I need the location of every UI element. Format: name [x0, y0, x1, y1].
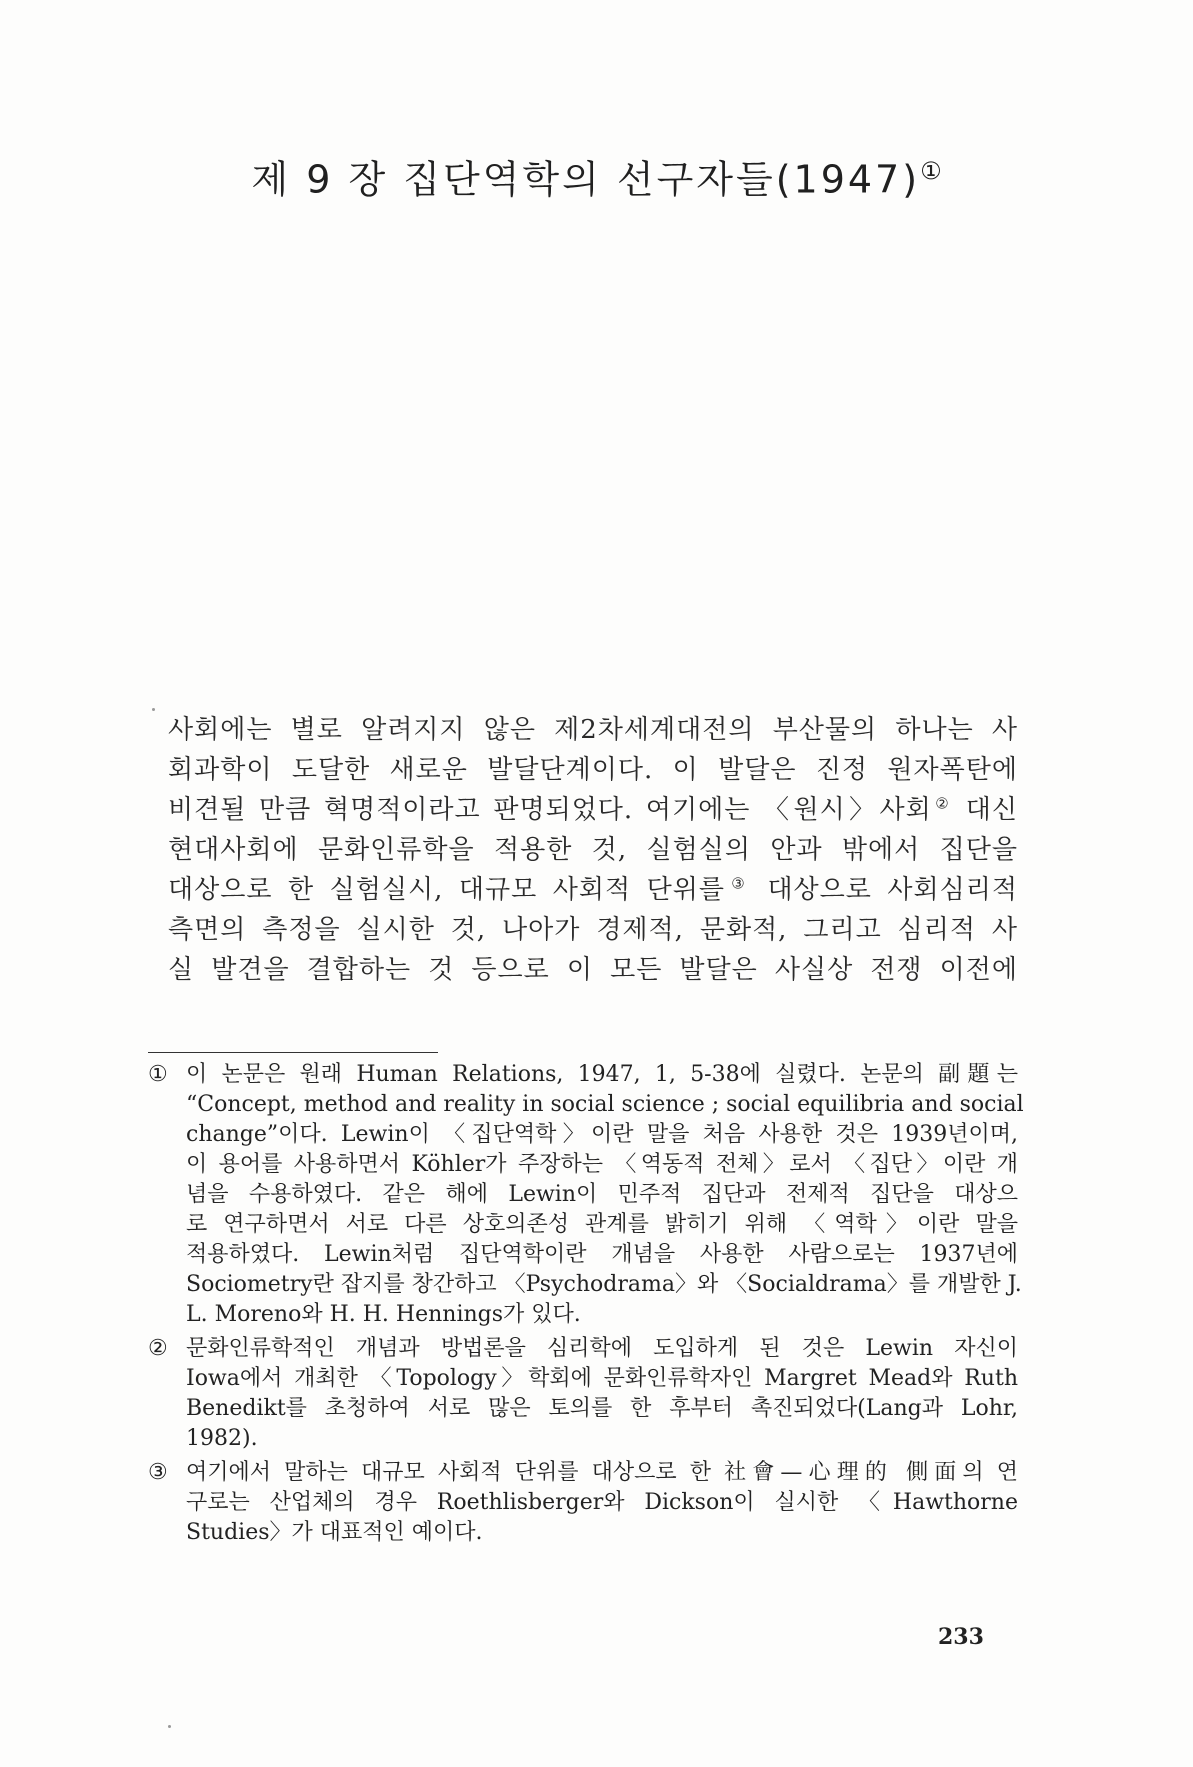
footnote-2-line: Iowa에서 개최한 〈Topology〉학회에 문화인류학자인 Margret Mead와 Ruth: [186, 1366, 1018, 1391]
footnote-divider: [148, 1052, 438, 1053]
chapter-title-text: 제 9 장 집단역학의 선구자들(1947): [251, 157, 921, 202]
footnote-1: [148, 1060, 1024, 1330]
footnote-1-line: change”이다. Lewin이 〈집단역학〉이란 말을 처음 사용한 것은 1939년이며,: [186, 1122, 1018, 1147]
footnote-1-line: “Concept, method and reality in social science ; social equilibria and social: [186, 1092, 1024, 1117]
scan-speck: [152, 708, 155, 711]
body-line-7: 실 발견을 결합하는 것 등으로 이 모든 발달은 사실상 전쟁 이전에: [168, 955, 1018, 985]
footnote-1-line: Sociometry란 잡지를 창간하고 〈Psychodrama〉와 〈Socialdrama〉를 개발한 J.: [186, 1272, 1022, 1297]
footnote-1-line: 적용하였다. Lewin처럼 집단역학이란 개념을 사용한 사람으로는 1937년에: [186, 1242, 1018, 1267]
body-line-3-tail: 대신: [953, 795, 1018, 825]
body-line-3: [168, 790, 1018, 830]
footnote-3: [148, 1458, 1018, 1548]
footnote-2-line: 문화인류학적인 개념과 방법론을 심리학에 도입하게 된 것은 Lewin 자신이: [186, 1336, 1018, 1361]
footnote-3-line: Studies〉가 대표적인 예이다.: [186, 1520, 483, 1545]
footnote-1-mark: ①: [148, 1062, 168, 1087]
body-line-5-text: 대상으로 한 실험실시, 대규모 사회적 단위를: [168, 875, 725, 905]
page-number: 233: [938, 1624, 984, 1650]
body-line-5: [168, 870, 1018, 910]
body-paragraph: [168, 710, 1018, 990]
body-line-1: 사회에는 별로 알려지지 않은 제2차세계대전의 부산물의 하나는 사: [168, 715, 1018, 745]
chapter-footnote-mark: ①: [920, 157, 942, 185]
chapter-title: [0, 146, 1193, 205]
body-line-2: 회과학이 도달한 새로운 발달단계이다. 이 발달은 진정 원자폭탄에: [168, 755, 1018, 785]
footnote-1-line: 이 용어를 사용하면서 Köhler가 주장하는 〈역동적 전체〉로서 〈집단〉이란 개: [186, 1152, 1018, 1177]
footnote-1-line: L. Moreno와 H. H. Hennings가 있다.: [186, 1302, 581, 1327]
body-line-3-text: 비견될 만큼 혁명적이라고 판명되었다. 여기에는 〈원시〉사회: [168, 795, 932, 825]
footnote-2-mark: ②: [148, 1336, 168, 1361]
footnote-ref-2: ②: [931, 794, 954, 813]
footnote-2: [148, 1334, 1018, 1454]
footnote-3-line: 구로는 산업체의 경우 Roethlisberger와 Dickson이 실시한 〈Hawthorne: [186, 1490, 1018, 1515]
footnote-1-line: 로 연구하면서 서로 다른 상호의존성 관계를 밝히기 위해 〈역학〉이란 말을: [186, 1212, 1018, 1237]
footnote-2-line: 1982).: [186, 1426, 258, 1451]
footnote-3-mark: ③: [148, 1460, 168, 1485]
footnote-ref-3: ③: [724, 874, 752, 893]
scan-speck: [168, 1725, 171, 1728]
footnotes: [148, 1060, 1024, 1552]
footnote-3-line: 여기에서 말하는 대규모 사회적 단위를 대상으로 한 社會—心理的 側面의 연: [186, 1460, 1018, 1485]
body-line-4: 현대사회에 문화인류학을 적용한 것, 실험실의 안과 밖에서 집단을: [168, 835, 1018, 865]
footnote-1-line: 이 논문은 원래 Human Relations, 1947, 1, 5-38에 실렸다. 논문의 副題는: [186, 1062, 1018, 1087]
body-line-5-tail: 대상으로 사회심리적: [751, 875, 1019, 905]
footnote-1-line: 념을 수용하였다. 같은 해에 Lewin이 민주적 집단과 전제적 집단을 대상으: [186, 1182, 1018, 1207]
body-line-6: 측면의 측정을 실시한 것, 나아가 경제적, 문화적, 그리고 심리적 사: [168, 915, 1018, 945]
footnote-2-line: Benedikt를 초청하여 서로 많은 토의를 한 후부터 촉진되었다(Lang과 Lohr,: [186, 1396, 1018, 1421]
